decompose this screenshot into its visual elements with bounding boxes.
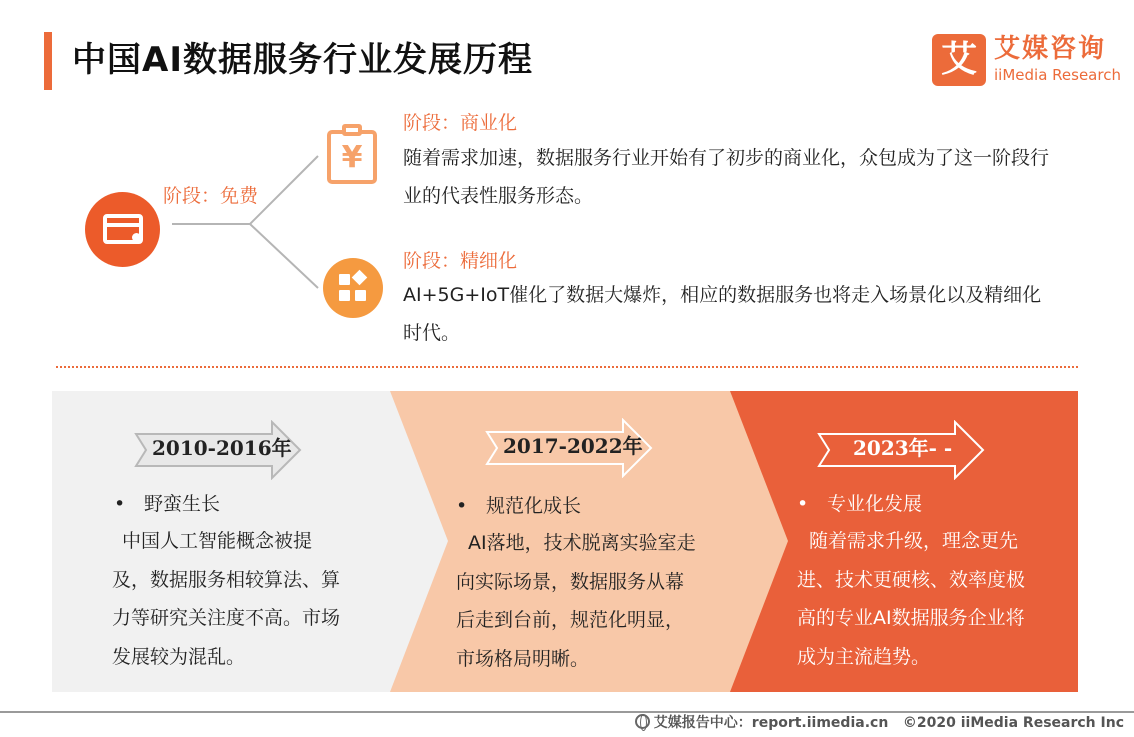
panel-1-heading-text: 野蛮生长 (144, 493, 221, 515)
panel-3-desc: 随着需求升级，理念更先进、技术更硬核、效率度极高的专业AI数据服务企业将成为主流趋势。 (797, 530, 1026, 668)
stage-refined-title: 阶段：精细化 (403, 250, 518, 272)
section-divider (56, 366, 1078, 368)
page-title: 中国AI数据服务行业发展历程 (72, 40, 533, 80)
logo-name-cn: 艾媒咨询 (994, 34, 1107, 64)
yen-clipboard-icon: ¥ (325, 124, 381, 186)
stage-free-label: 阶段：免费 (163, 185, 259, 207)
logo-name-en: iiMedia Research (994, 66, 1121, 84)
panel-2-desc: AI落地，技术脱离实验室走向实际场景，数据服务从幕后走到台前，规范化明显，市场格局明晰。 (456, 532, 696, 670)
panel-3-heading-text: 专业化发展 (827, 493, 923, 515)
panel-1-heading: • 野蛮生长 (114, 493, 221, 515)
panel-2-heading: • 规范化成长 (456, 495, 582, 517)
stage-commercial-title: 阶段：商业化 (403, 112, 518, 134)
timeline-chevron-2 (730, 391, 788, 692)
footer-copyright: ©2020 iiMedia Research Inc (902, 715, 1124, 731)
grid-blocks-icon (323, 258, 383, 318)
period-label-3: 2023年- - (853, 436, 953, 460)
stage-commercial-desc: 随着需求加速，数据服务行业开始有了初步的商业化，众包成为了这一阶段行业的代表性服务形态。 (403, 147, 1050, 207)
footer-source: 艾媒报告中心：report.iimedia.cn (653, 715, 889, 731)
period-label-2: 2017-2022年 (503, 434, 643, 458)
stage-refined-desc: AI+5G+IoT催化了数据大爆炸，相应的数据服务也将走入场景化以及精细化时代。 (403, 284, 1042, 344)
period-label-1: 2010-2016年 (152, 436, 292, 460)
logo-mark: 艾 (932, 34, 986, 86)
footer (635, 713, 1124, 733)
panel-1-desc: 中国人工智能概念被提及，数据服务相较算法、算力等研究关注度不高。市场发展较为混乱。 (112, 530, 341, 668)
timeline-chevron-1 (390, 391, 448, 692)
panel-3-heading: • 专业化发展 (797, 493, 923, 515)
globe-icon (635, 714, 650, 729)
credit-card-icon (85, 192, 160, 267)
panel-2-heading-text: 规范化成长 (486, 495, 582, 517)
